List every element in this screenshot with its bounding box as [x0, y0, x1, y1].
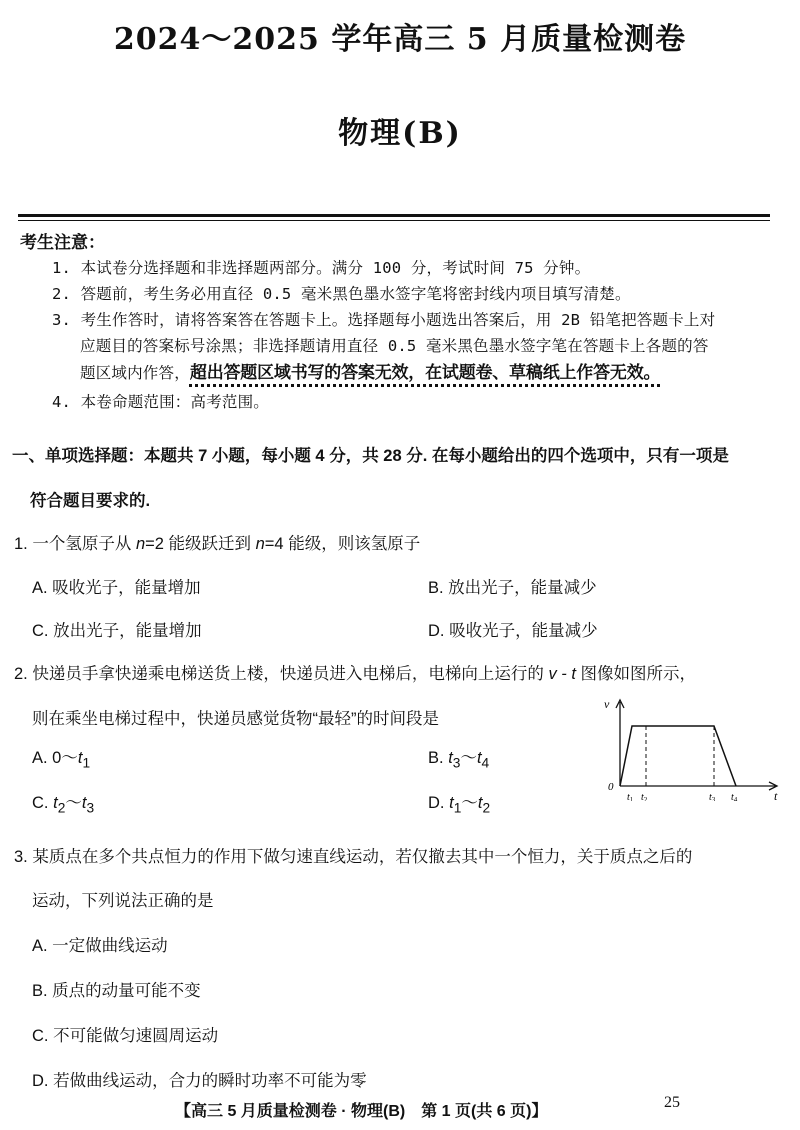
q2-stem-part: 2. 快递员手拿快递乘电梯送货上楼，快递员进入电梯后，电梯向上运行的	[14, 665, 549, 683]
q2-option-b-label: B.	[428, 749, 449, 767]
exam-title: 2024～2025 学年高三 5 月质量检测卷	[113, 22, 687, 57]
header-rule-thick	[18, 214, 770, 217]
notice-item-2: 2. 答题前，考生务必用直径 0.5 毫米黑色墨水签字笔将密封线内项目填写清楚。	[52, 285, 631, 303]
q1-n-symbol: n	[135, 535, 146, 553]
notice-item-3-line-1: 3. 考生作答时，请将答案答在答题卡上。选择题每小题选出答案后，用 2B 铅笔把答题卡上对	[52, 311, 716, 329]
section-1-heading-line-2: 符合题目要求的.	[30, 492, 151, 510]
q3-option-d: D. 若做曲线运动，合力的瞬时功率不可能为零	[32, 1072, 367, 1090]
question-2-stem-line-2: 则在乘坐电梯过程中，快递员感觉货物“最轻”的时间段是	[32, 710, 439, 728]
range-sep: ～	[460, 749, 477, 767]
t-subscript: 2	[57, 800, 66, 816]
vt-series-line	[620, 726, 736, 786]
tick-label-t1: $t_1$	[627, 792, 634, 801]
section-1-heading-line-1: 一、单项选择题：本题共 7 小题，每小题 4 分，共 28 分. 在每小题给出的四个选项中，只有一项是	[12, 447, 729, 465]
t-subscript: 3	[452, 755, 461, 771]
t-subscript: 3	[86, 800, 95, 816]
q1-option-c: C. 放出光子，能量增加	[32, 622, 202, 640]
q2-stem-part: 图像如图所示，	[575, 665, 697, 683]
q3-option-a: A. 一定做曲线运动	[32, 937, 168, 955]
notice-item-4: 4. 本卷命题范围：高考范围。	[52, 393, 269, 411]
t-subscript: 4	[481, 755, 490, 771]
t-subscript: 1	[82, 755, 91, 771]
q1-n-symbol: n	[255, 535, 265, 553]
t-symbol: t	[448, 749, 453, 767]
q2-option-c-label: C.	[32, 794, 54, 812]
question-3-stem-line-2: 运动，下列说法正确的是	[32, 892, 214, 910]
notice-item-1: 1. 本试卷分选择题和非选择题两部分。满分 100 分，考试时间 75 分钟。	[52, 259, 591, 277]
notice-item-3-line-3	[80, 358, 660, 383]
q3-option-c: C. 不可能做匀速圆周运动	[32, 1027, 219, 1045]
q2-option-d-label: D.	[428, 794, 450, 812]
notice-item-3-line-3-plain: 题区域内作答，	[80, 364, 190, 382]
notice-item-3-line-2: 应题目的答案标号涂黑；非选择题请用直径 0.5 毫米黑色墨水签字笔在答题卡上各题的答	[80, 337, 709, 355]
notice-emphasis: 超出答题区域书写的答案无效，在试题卷、草稿纸上作答无效。	[189, 363, 661, 382]
q3-option-b: B. 质点的动量可能不变	[32, 982, 201, 1000]
q1-option-a: A. 吸收光子，能量增加	[32, 579, 201, 597]
q2-option-d	[428, 789, 490, 815]
q2-option-a-label: A. 0～	[32, 749, 78, 767]
t-symbol: t	[476, 749, 482, 767]
t-symbol: t	[81, 794, 87, 812]
tick-label-t: t	[774, 789, 778, 801]
range-sep: ～	[65, 794, 82, 812]
page-mark: 25	[664, 1094, 680, 1111]
subject-title: 物理(B)	[338, 116, 462, 151]
t-symbol: t	[449, 794, 454, 812]
tick-label-t3: $t_3$	[709, 792, 716, 801]
vt-graph	[596, 696, 786, 801]
q1-stem-part: 1. 一个氢原子从	[14, 535, 136, 553]
t-symbol: t	[53, 794, 58, 812]
tick-label-t2: $t_2$	[641, 792, 648, 801]
q2-vt-symbol: v - t	[548, 665, 576, 683]
q2-option-a	[32, 744, 90, 770]
notice-title: 考生注意：	[20, 233, 105, 253]
v-axis-label: v	[604, 697, 610, 711]
range-sep: ～	[461, 794, 478, 812]
question-2-stem-line-1	[14, 660, 696, 684]
q1-stem-part: =4 能级，则该氢原子	[264, 535, 421, 553]
t-symbol: t	[477, 794, 483, 812]
q2-option-c	[32, 789, 94, 815]
tick-label-t4: $t_4$	[731, 792, 738, 801]
q1-option-b: B. 放出光子，能量减少	[428, 579, 597, 597]
question-1-stem	[14, 530, 420, 554]
origin-label: 0	[608, 781, 614, 793]
t-symbol: t	[77, 749, 83, 767]
question-3-stem-line-1: 3. 某质点在多个共点恒力的作用下做匀速直线运动，若仅撤去其中一个恒力，关于质点之后的	[14, 848, 693, 866]
t-subscript: 2	[482, 800, 491, 816]
q1-stem-part: =2 能级跃迁到	[145, 535, 256, 553]
q2-option-b	[428, 744, 489, 770]
t-subscript: 1	[453, 800, 462, 816]
header-rule-thin	[18, 220, 770, 221]
q1-option-d: D. 吸收光子，能量减少	[428, 622, 598, 640]
page-footer: 【高三 5 月质量检测卷 · 物理(B) 第 1 页(共 6 页)】	[175, 1103, 548, 1120]
